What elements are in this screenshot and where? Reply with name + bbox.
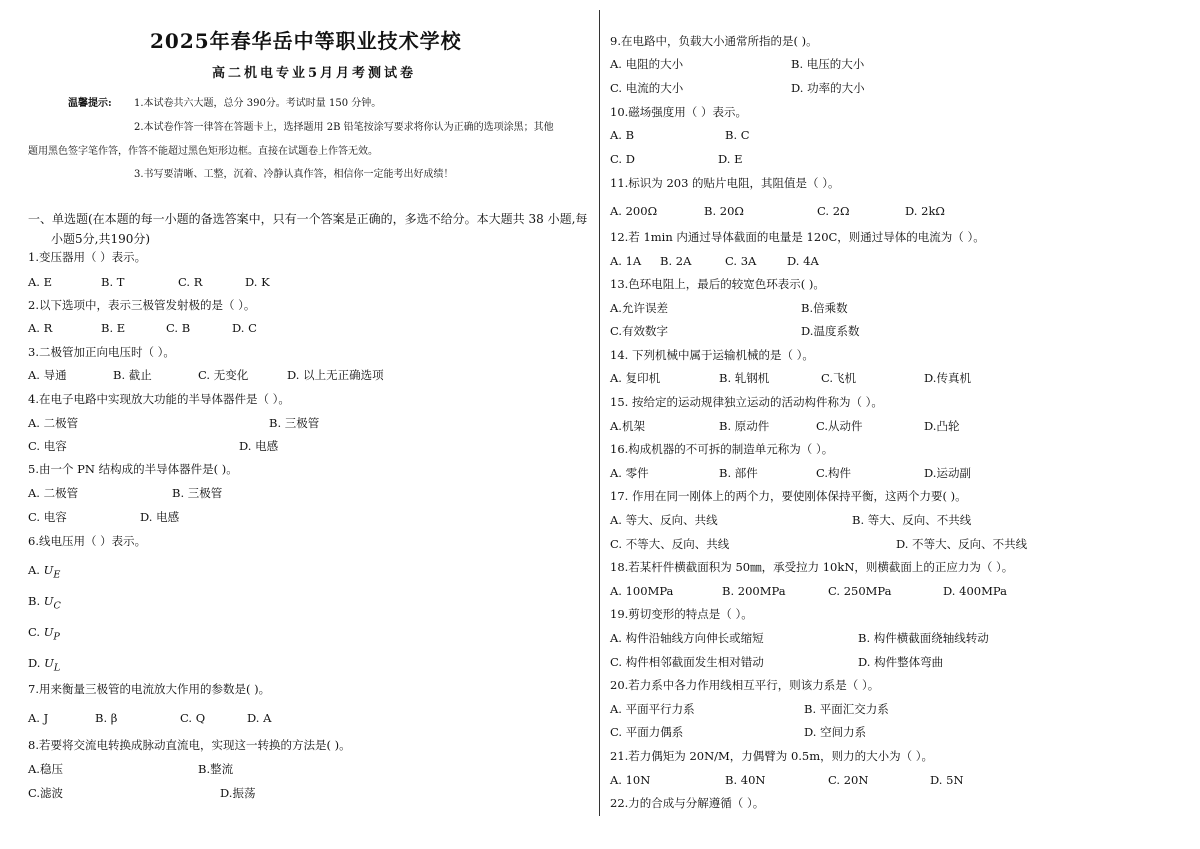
q10-option-c: C. D <box>610 152 635 166</box>
q19-option-b: B. 构件横截面绕轴线转动 <box>858 631 989 645</box>
question-17: 17. 作用在同一刚体上的两个力，要使刚体保持平衡，这两个力要( )。 <box>610 489 967 503</box>
question-5: 5.由一个 PN 结构成的半导体器件是( )。 <box>28 462 238 476</box>
tip-3: 3.书写要清晰、工整，沉着、冷静认真作答，相信你一定能考出好成绩！ <box>134 169 454 180</box>
question-8: 8.若要将交流电转换成脉动直流电，实现这一转换的方法是( )。 <box>28 738 351 752</box>
question-2: 2.以下选项中，表示三极管发射极的是（ ）。 <box>28 298 256 312</box>
q16-option-d: D.运动副 <box>924 466 971 480</box>
q20-option-b: B. 平面汇交力系 <box>804 702 889 716</box>
q12-option-c: C. 3A <box>725 254 757 268</box>
q17-option-b: B. 等大、反向、不共线 <box>852 513 972 527</box>
question-9: 9.在电路中，负载大小通常所指的是( )。 <box>610 34 818 48</box>
q2-option-b: B. E <box>101 321 126 335</box>
question-1: 1.变压器用（ ）表示。 <box>28 250 147 264</box>
q9-option-c: C. 电流的大小 <box>610 81 684 95</box>
q2-option-c: C. B <box>166 321 191 335</box>
q2-option-d: D. C <box>232 321 257 335</box>
section-heading: 一、单选题(在本题的每一小题的备选答案中，只有一个答案是正确的，多选不给分。本大题共 38 小题,每 <box>28 212 588 226</box>
question-16: 16.构成机器的不可拆的制造单元称为（ ）。 <box>610 442 834 456</box>
q3-option-c: C. 无变化 <box>198 368 249 382</box>
q10-option-a: A. B <box>610 128 635 142</box>
question-6: 6.线电压用（ ）表示。 <box>28 534 147 548</box>
question-18: 18.若某杆件横截面积为 50㎜，承受拉力 10kN，则横截面上的正应力为（ ）。 <box>610 560 1014 574</box>
q9-option-d: D. 功率的大小 <box>791 81 865 95</box>
q5-option-b: B. 三极管 <box>172 486 223 500</box>
q21-option-d: D. 5N <box>930 773 964 787</box>
q14-option-c: C.飞机 <box>821 371 857 385</box>
tip-1: 1.本试卷共六大题，总分 390分。考试时量 150 分钟。 <box>134 98 382 109</box>
q4-option-c: C. 电容 <box>28 439 67 453</box>
q18-option-c: C. 250MPa <box>828 584 892 598</box>
q2-option-a: A. R <box>28 321 53 335</box>
q6-option-c: C. $U_P$ <box>28 625 60 643</box>
q7-option-c: C. Q <box>180 711 206 725</box>
q9-option-a: A. 电阻的大小 <box>610 57 684 71</box>
q7-option-d: D. A <box>247 711 272 725</box>
q19-option-d: D. 构件整体弯曲 <box>858 655 944 669</box>
tip-2b: 题用黑色签字笔作答，作答不能超过黑色矩形边框。直接在试题卷上作答无效。 <box>28 146 378 157</box>
q17-option-d: D. 不等大、反向、不共线 <box>896 537 1028 551</box>
q10-option-b: B. C <box>725 128 750 142</box>
q3-option-b: B. 截止 <box>113 368 152 382</box>
q18-option-d: D. 400MPa <box>943 584 1007 598</box>
q12-option-a: A. 1A <box>610 254 642 268</box>
q1-option-c: C. R <box>178 275 203 289</box>
question-11: 11.标识为 203 的贴片电阻，其阻值是（ ）。 <box>610 176 840 190</box>
q1-option-d: D. K <box>245 275 270 289</box>
q21-option-a: A. 10N <box>610 773 651 787</box>
q18-option-a: A. 100MPa <box>610 584 674 598</box>
q5-option-d: D. 电感 <box>140 510 180 524</box>
q13-option-b: B.倍乘数 <box>801 301 848 315</box>
q15-option-d: D.凸轮 <box>924 419 960 433</box>
q8-option-d: D.振荡 <box>220 786 256 800</box>
tip-label: 温馨提示: <box>68 98 112 109</box>
q14-option-d: D.传真机 <box>924 371 971 385</box>
q19-option-c: C. 构件相邻截面发生相对错动 <box>610 655 764 669</box>
question-15: 15. 按给定的运动规律独立运动的活动构件称为（ ）。 <box>610 395 883 409</box>
q11-option-d: D. 2kΩ <box>905 204 945 218</box>
q21-option-c: C. 20N <box>828 773 869 787</box>
exam-title: 2025年春华岳中等职业技术学校 <box>150 29 462 53</box>
q14-option-a: A. 复印机 <box>610 371 661 385</box>
tip-2a: 2.本试卷作答一律答在答题卡上，选择题用 2B 铅笔按涂写要求将你认为正确的选项涂黑；其他 <box>134 122 554 133</box>
question-14: 14. 下列机械中属于运输机械的是（ ）。 <box>610 348 814 362</box>
q13-option-c: C.有效数字 <box>610 324 669 338</box>
question-20: 20.若力系中各力作用线相互平行，则该力系是（ ）。 <box>610 678 880 692</box>
question-4: 4.在电子电路中实现放大功能的半导体器件是（ ）。 <box>28 392 290 406</box>
q16-option-b: B. 部件 <box>719 466 758 480</box>
q3-option-d: D. 以上无正确选项 <box>287 368 384 382</box>
question-21: 21.若力偶矩为 20N/M，力偶臂为 0.5m，则力的大小为（ ）。 <box>610 749 934 763</box>
q8-option-a: A.稳压 <box>28 762 63 776</box>
q10-option-d: D. E <box>718 152 743 166</box>
q16-option-c: C.构件 <box>816 466 852 480</box>
q16-option-a: A. 零件 <box>610 466 649 480</box>
q4-option-a: A. 二极管 <box>28 416 79 430</box>
question-19: 19.剪切变形的特点是（ ）。 <box>610 607 753 621</box>
q6-option-b: B. $U_C$ <box>28 594 61 612</box>
q17-option-a: A. 等大、反向、共线 <box>610 513 718 527</box>
q20-option-a: A. 平面平行力系 <box>610 702 695 716</box>
q13-option-a: A.允许误差 <box>610 301 668 315</box>
q18-option-b: B. 200MPa <box>722 584 786 598</box>
q1-option-a: A. E <box>28 275 53 289</box>
question-3: 3.二极管加正向电压时（ ）。 <box>28 345 175 359</box>
section-heading-cont: 小题5分,共190分) <box>51 232 151 246</box>
q12-option-b: B. 2A <box>660 254 692 268</box>
q13-option-d: D.温度系数 <box>801 324 860 338</box>
q15-option-b: B. 原动件 <box>719 419 770 433</box>
q15-option-c: C.从动件 <box>816 419 863 433</box>
q19-option-a: A. 构件沿轴线方向伸长或缩短 <box>610 631 764 645</box>
q7-option-a: A. J <box>28 711 49 725</box>
q11-option-b: B. 20Ω <box>704 204 744 218</box>
q20-option-d: D. 空间力系 <box>804 725 867 739</box>
q6-option-a: A. $U_E$ <box>28 563 61 581</box>
q6-option-d: D. $U_L$ <box>28 656 61 674</box>
q9-option-b: B. 电压的大小 <box>791 57 865 71</box>
q8-option-b: B.整流 <box>198 762 234 776</box>
q5-option-c: C. 电容 <box>28 510 67 524</box>
q11-option-c: C. 2Ω <box>817 204 850 218</box>
q4-option-d: D. 电感 <box>239 439 279 453</box>
q15-option-a: A.机架 <box>610 419 645 433</box>
q17-option-c: C. 不等大、反向、共线 <box>610 537 730 551</box>
q7-option-b: B. β <box>95 711 118 725</box>
q8-option-c: C.滤波 <box>28 786 64 800</box>
question-10: 10.磁场强度用（ ）表示。 <box>610 105 747 119</box>
q12-option-d: D. 4A <box>787 254 819 268</box>
q4-option-b: B. 三极管 <box>269 416 320 430</box>
q5-option-a: A. 二极管 <box>28 486 79 500</box>
exam-subtitle: 高二机电专业5月月考测试卷 <box>212 66 417 81</box>
q11-option-a: A. 200Ω <box>610 204 658 218</box>
q1-option-b: B. T <box>101 275 125 289</box>
column-divider <box>599 10 600 816</box>
q14-option-b: B. 轧钢机 <box>719 371 770 385</box>
q21-option-b: B. 40N <box>725 773 766 787</box>
question-12: 12.若 1min 内通过导体截面的电量是 120C，则通过导体的电流为（ ）。 <box>610 230 985 244</box>
question-22: 22.力的合成与分解遵循（ ）。 <box>610 796 765 810</box>
question-7: 7.用来衡量三极管的电流放大作用的参数是( )。 <box>28 682 271 696</box>
question-13: 13.色环电阻上，最后的较宽色环表示( )。 <box>610 277 825 291</box>
q3-option-a: A. 导通 <box>28 368 67 382</box>
q20-option-c: C. 平面力偶系 <box>610 725 684 739</box>
